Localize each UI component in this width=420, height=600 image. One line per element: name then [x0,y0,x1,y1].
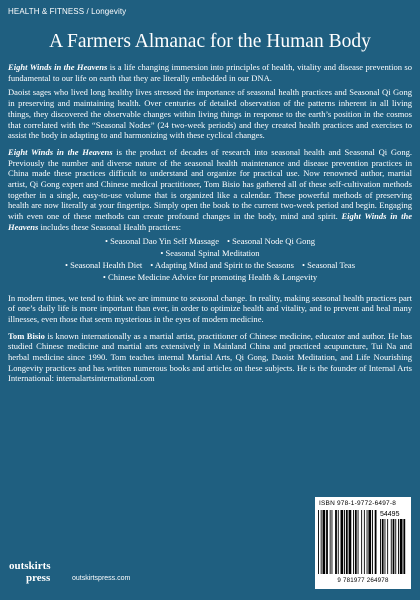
publisher-url: outskirtspress.com [72,575,131,582]
barcode-bar [353,510,354,574]
barcode-bar [385,519,386,574]
barcode-bar [398,519,399,574]
barcode-bar [321,510,322,574]
practices-row [8,259,412,271]
barcode-bar [372,510,373,574]
barcode-bar [368,510,371,574]
barcode-bar [341,510,344,574]
cover-headline: A Farmers Almanac for the Human Body [49,31,371,52]
barcode-bar [318,510,319,574]
practice-item: • Seasonal Node Qi Gong [227,235,315,246]
barcode-bar [330,510,331,574]
book-title-ref: Eight Winds in the Heavens [8,62,108,72]
barcode-bar [361,510,362,574]
product-text: is the product of decades of research into seasonal health and Seasonal Qi Gong. Previously the number and diverse nature of the seasonal health maintenance and disease prevention practices in China made these practices difficult to understand and organize for practical use. Now renowned author, martial artist, Qi Gong expert and Chinese medical practitioner, Tom Bisio has gathered all of these self-cultivation methods together in a single, easy-to-use volume that is organized like a calendar. These powerful methods of preserving health are now literally at your fingertips. Simply open the book to the current two-week period and begin. Engaging with even one of these methods can create profound changes in the body, mind and spirit. [8,146,413,222]
modern-times-paragraph: In modern times, we tend to think we are immune to seasonal change. In reality, making seasonal health practices part of one’s daily life is more important than ever, in order to optimize health and vitality, and to prevent and heal many illnesses, even those that seem mysterious in the eyes of modern medicine. [8,292,412,324]
practice-item: • Seasonal Teas [302,259,356,270]
barcode-bar [391,519,392,574]
practice-item: • Seasonal Spinal Meditation [160,247,260,258]
barcode-bar [393,519,395,574]
barcode-bar [335,510,337,574]
book-title-ref: Eight Winds in the Heavens [8,211,412,232]
barcode-bar [332,510,333,574]
practices-row [8,247,412,259]
practices-list [8,235,412,283]
author-bio-paragraph [8,331,412,385]
barcode-bar [346,510,348,574]
barcode-supplement: 54495 [380,511,400,518]
practices-row [8,271,412,283]
practice-item: • Chinese Medicine Advice for promoting Health & Longevity [102,271,318,282]
barcode-bar [338,510,339,574]
barcode-bar [375,510,377,574]
barcode-bar [349,510,352,574]
barcode-bar [323,510,326,574]
barcode-bar [344,510,345,574]
product-paragraph [8,147,412,233]
barcode-digits: 9 781977 264978 [337,577,389,584]
barcode-bar [403,519,405,574]
barcode-panel [315,497,411,589]
intro-paragraph [8,62,412,83]
barcode-bar [364,510,365,574]
barcode-bar [380,519,381,574]
practices-row [8,235,412,247]
category-label: HEALTH & FITNESS / Longevity [8,7,127,16]
practice-item: • Seasonal Health Diet [64,259,143,270]
barcode-bar [387,519,388,574]
author-name: Tom Bisio [8,330,45,341]
barcode-bar [326,510,328,574]
barcode-bar [382,519,384,574]
product-text-end: includes these Seasonal Health practices: [38,221,182,232]
intro-text: is a life changing immersion into principles of health, vitality and disease prevention so fundamental to our life on earth that they are literally embedded in our DNA. [8,62,412,83]
back-cover-copy [8,62,412,390]
publisher-logo [8,556,64,586]
barcode-bar [367,510,368,574]
barcode-bar [400,519,403,574]
practice-item: • Adapting Mind and Spirit to the Seasons [150,259,295,270]
daoist-sages-paragraph: Daoist sages who lived long healthy lives stressed the importance of seasonal health practices and Seasonal Qi Gong in preserving and maintaining health. Over centuries of detailed observation of the patterns inherent in all living things, they discovered the observable changes within living things in response to the earth’s position in the cosmos that correlated with the “Seasonal Nodes” (24 two-week periods) and they created health practices and exercises to assist the body in adapting to and harmonizing with these cyclical changes. [8,87,412,141]
practice-item: • Seasonal Dao Yin Self Massage [105,235,220,246]
barcode-bar [355,510,357,574]
logo-text: outskirts [9,560,51,572]
barcode-bar [358,510,359,574]
isbn-label: ISBN 978-1-9772-6497-8 [319,500,397,507]
author-bio-text: is known internationally as a martial artist, practitioner of Chinese medicine, educator and author. He has studied Chinese medicine and martial arts extensively in Mainland China and practiced acupuncture, Tui Na and herbal medicine since 1990. Tom teaches internal Martial Arts, Qi Gong, Daoist Meditation, and Life Nourishing Longevity practices and has written numerous books and articles on these subjects. He is the founder of Internal Arts International: internalartsinternational.com [8,330,412,384]
book-title-ref: Eight Winds in the Heavens [8,146,113,157]
logo-text: press [26,572,51,584]
barcode-bar [395,519,396,574]
barcode-image [318,510,408,576]
